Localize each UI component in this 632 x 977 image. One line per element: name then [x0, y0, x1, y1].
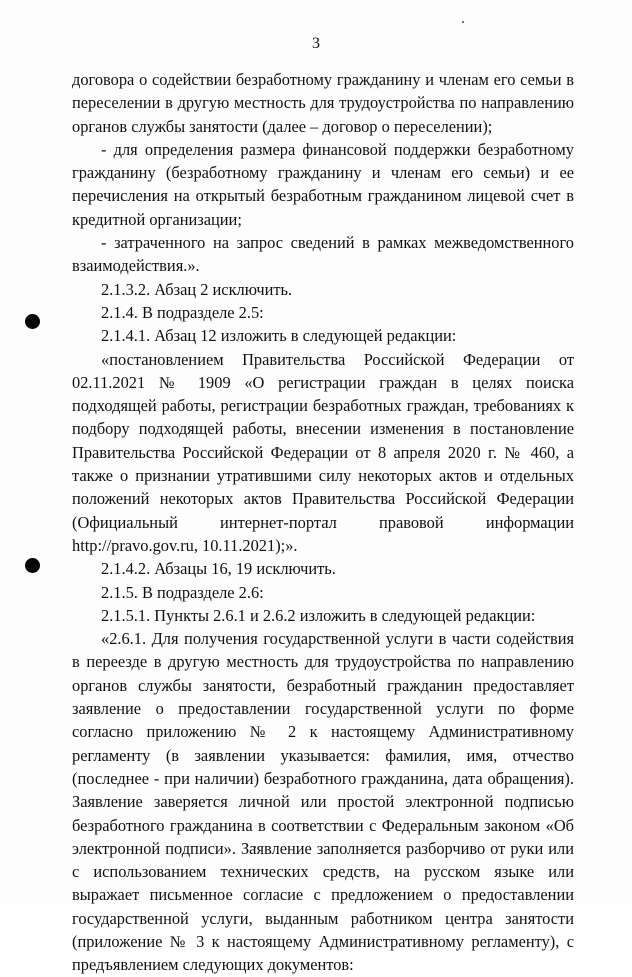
paragraph: «постановлением Правительства Российской Федерации от 02.11.2021 № 1909 «О регистрации граждан в целях поиска подходящей работы, регистрации безработных граждан, требованиях к подбору подходящей работы, внесении изменения в постановление Правительства Российской Федерации от 8 апреля 2020 г. № 460, а также о признании утратившими силу некоторых актов и отдельных положений некоторых актов Правительства Российской Федерации (Официальный интернет-портал правовой информации http://pravo.gov.ru, 10.11.2021);». [72, 349, 574, 555]
paragraph: 2.1.4. В подразделе 2.5: [101, 302, 264, 322]
paragraph: 2.1.3.2. Абзац 2 исключить. [101, 279, 293, 299]
punch-hole-top [25, 314, 40, 329]
paragraph: - для определения размера финансовой поддержки безработному гражданину (безработному гражданину и членам его семьи) и ее перечисления на открытый безработным гражданином лицевой счет в кредитной организации; [72, 139, 574, 229]
document-body [72, 68, 574, 977]
paragraph: 2.1.5. В подразделе 2.6: [101, 582, 264, 602]
punch-hole-bottom [25, 558, 40, 573]
paragraph: 2.1.4.1. Абзац 12 изложить в следующей редакции: [101, 326, 457, 346]
paragraph: 2.1.4.2. Абзацы 16, 19 исключить. [101, 559, 336, 579]
paragraph: - затраченного на запрос сведений в рамках межведомственного взаимодействия.». [72, 233, 574, 276]
paragraph: «2.6.1. Для получения государственной услуги в части содействия в переезде в другую местность для трудоустройства по направлению органов службы занятости, безработный гражданин предоставляет заявление о предоставлении государственной услуги по форме согласно приложению № 2 к настоящему Административному регламенту (в заявлении указывается: фамилия, имя, отчество (последнее - при наличии) безработного гражданина, дата обращения). Заявление заверяется личной или простой электронной подписью безработного гражданина в соответствии с Федеральным законом «Об электронной подписи». Заявление заполняется разборчиво от руки или с использованием технических средств, на русском языке или выражает письменное согласие с предложением о предоставлении государственной услуги, выданным работником центра занятости (приложение № 3 к настоящему Административному регламенту), с предъявлением следующих документов: [72, 629, 574, 975]
paragraph: 2.1.5.1. Пункты 2.6.1 и 2.6.2 изложить в следующей редакции: [101, 605, 536, 625]
scan-speck [462, 21, 464, 23]
page-number: 3 [312, 35, 320, 52]
paragraph: договора о содействии безработному гражданину и членам его семьи в переселении в другую местность для трудоустройства по направлению органов службы занятости (далее – договор о переселении); [72, 70, 574, 136]
